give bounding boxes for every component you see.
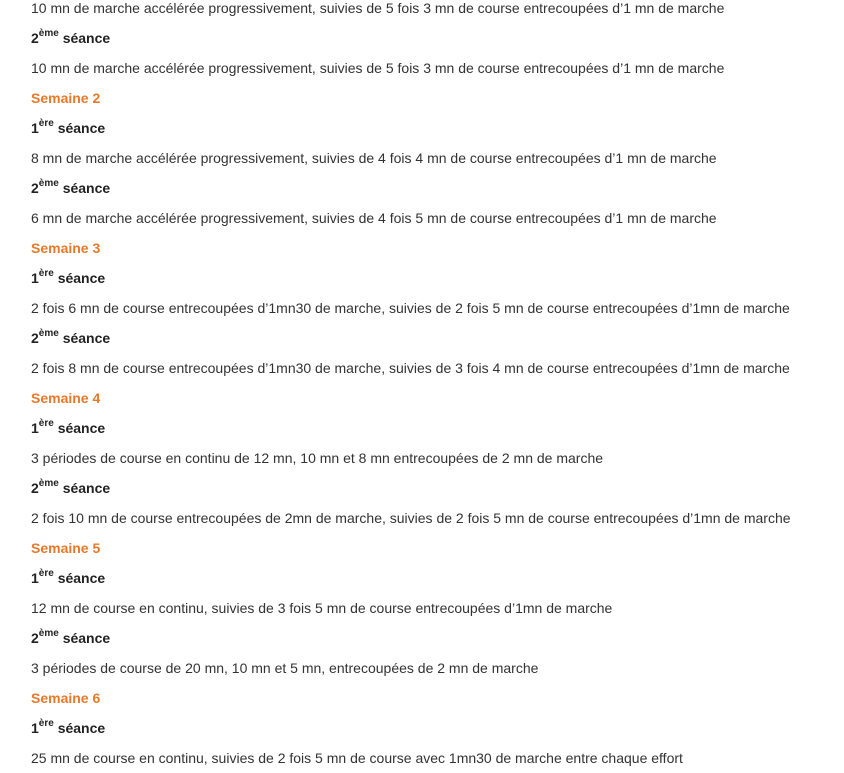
session-description: 6 mn de marche accélérée progressivement, suivies de 4 fois 5 mn de course entrecoupées d’1 mn de marche <box>31 210 717 226</box>
session-ordinal-suffix: ème <box>38 178 59 190</box>
week-heading: Semaine 2 <box>31 90 101 106</box>
session-description: 10 mn de marche accélérée progressivement, suivies de 5 fois 3 mn de course entrecoupées d’1 mn de marche <box>31 0 725 16</box>
session-label: séance <box>57 270 106 286</box>
session-label: séance <box>62 180 111 196</box>
session-number: 2 <box>31 630 39 646</box>
session-label: séance <box>62 480 111 496</box>
session-number: 1 <box>31 720 39 736</box>
session-heading <box>31 23 836 53</box>
session-number: 2 <box>31 480 39 496</box>
session-ordinal-suffix: ère <box>38 268 54 280</box>
session-ordinal-suffix: ère <box>38 118 54 130</box>
session-number: 1 <box>31 570 39 586</box>
session-number: 1 <box>31 420 39 436</box>
session-description: 2 fois 8 mn de course entrecoupées d’1mn30 de marche, suivies de 3 fois 4 mn de course entrecoupées d’1mn de marche <box>31 360 790 376</box>
session-heading <box>31 713 836 743</box>
session-label: séance <box>57 570 106 586</box>
week-heading: Semaine 6 <box>31 690 101 706</box>
session-label: séance <box>62 330 111 346</box>
session-heading <box>31 323 836 353</box>
session-ordinal-suffix: ère <box>38 568 54 580</box>
session-number: 2 <box>31 30 39 46</box>
session-number: 2 <box>31 330 39 346</box>
session-ordinal-suffix: ème <box>38 478 59 490</box>
week-heading: Semaine 4 <box>31 390 101 406</box>
session-description: 3 périodes de course de 20 mn, 10 mn et 5 mn, entrecoupées de 2 mn de marche <box>31 660 539 676</box>
session-label: séance <box>62 630 111 646</box>
session-heading <box>31 263 836 293</box>
session-ordinal-suffix: ème <box>38 28 59 40</box>
article-content <box>31 0 836 773</box>
week-heading: Semaine 3 <box>31 240 101 256</box>
session-ordinal-suffix: ème <box>38 628 59 640</box>
session-heading <box>31 113 836 143</box>
session-ordinal-suffix: ère <box>38 718 54 730</box>
session-description: 3 périodes de course en continu de 12 mn, 10 mn et 8 mn entrecoupées de 2 mn de marche <box>31 450 604 466</box>
session-description: 25 mn de course en continu, suivies de 2 fois 5 mn de course avec 1mn30 de marche entre chaque effort <box>31 750 683 766</box>
session-label: séance <box>57 120 106 136</box>
session-description: 12 mn de course en continu, suivies de 3 fois 5 mn de course entrecoupées d’1mn de marche <box>31 600 613 616</box>
session-ordinal-suffix: ère <box>38 418 54 430</box>
session-label: séance <box>57 420 106 436</box>
session-description: 8 mn de marche accélérée progressivement, suivies de 4 fois 4 mn de course entrecoupées d’1 mn de marche <box>31 150 717 166</box>
session-heading <box>31 473 836 503</box>
session-label: séance <box>57 720 106 736</box>
session-number: 1 <box>31 120 39 136</box>
session-ordinal-suffix: ème <box>38 328 59 340</box>
session-heading <box>31 563 836 593</box>
session-description: 2 fois 6 mn de course entrecoupées d’1mn30 de marche, suivies de 2 fois 5 mn de course entrecoupées d’1mn de marche <box>31 300 790 316</box>
session-heading <box>31 413 836 443</box>
session-heading <box>31 623 836 653</box>
session-label: séance <box>62 30 111 46</box>
session-heading <box>31 173 836 203</box>
session-description: 2 fois 10 mn de course entrecoupées de 2mn de marche, suivies de 2 fois 5 mn de course entrecoupées d’1mn de marche <box>31 510 791 526</box>
session-number: 1 <box>31 270 39 286</box>
session-description: 10 mn de marche accélérée progressivement, suivies de 5 fois 3 mn de course entrecoupées d’1 mn de marche <box>31 60 725 76</box>
session-number: 2 <box>31 180 39 196</box>
week-heading: Semaine 5 <box>31 540 101 556</box>
